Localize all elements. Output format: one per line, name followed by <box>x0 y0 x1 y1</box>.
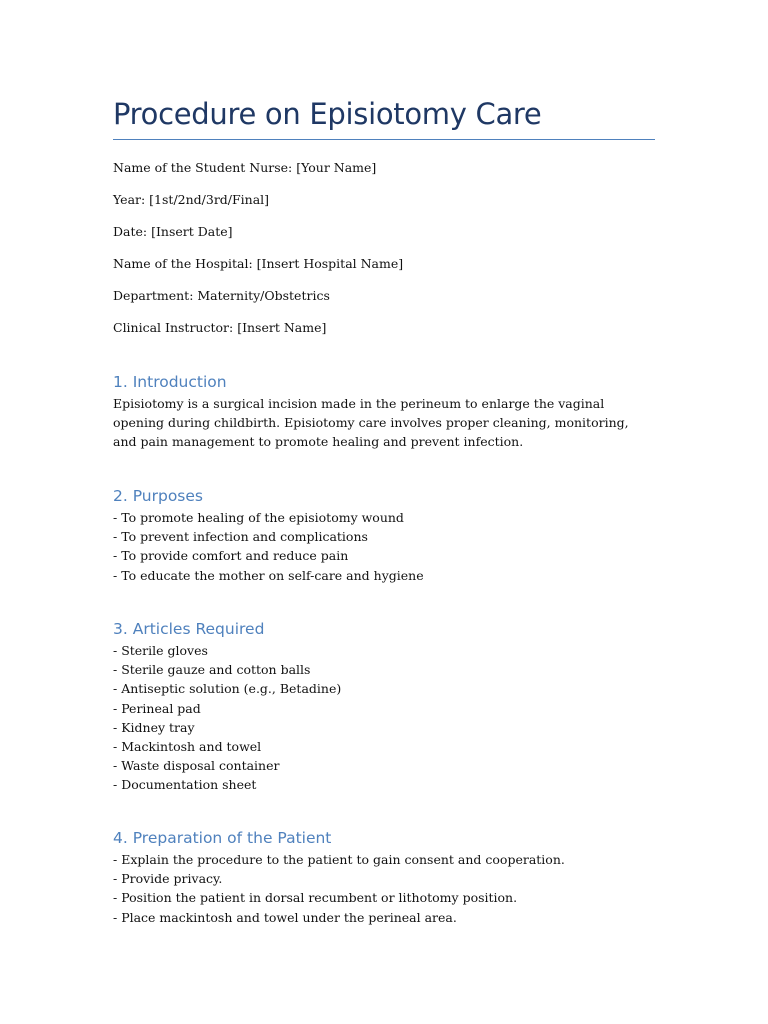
articles-list <box>113 641 655 795</box>
list-item: - To educate the mother on self-care and hygiene <box>113 567 424 583</box>
list-item: - Mackintosh and towel <box>113 739 262 755</box>
title-underline-divider <box>113 139 655 140</box>
articles-required-heading: 3. Articles Required <box>113 620 265 638</box>
patient-preparation-heading: 4. Preparation of the Patient <box>113 829 332 847</box>
introduction-heading: 1. Introduction <box>113 373 227 391</box>
purposes-section <box>113 484 655 585</box>
student-name-line: Name of the Student Nurse: [Your Name] <box>113 160 377 175</box>
list-item: - Explain the procedure to the patient to gain consent and cooperation. <box>113 852 565 867</box>
introduction-paragraph: Episiotomy is a surgical incision made in the perineum to enlarge the vaginal opening during childbirth. Episiotomy care involves proper cleaning, monitoring, and pain management to promote healing and prevent infection. <box>113 396 629 450</box>
purposes-list <box>113 508 655 585</box>
list-item: - To promote healing of the episiotomy wound <box>113 510 404 525</box>
purposes-heading: 2. Purposes <box>113 487 203 505</box>
year-line: Year: [1st/2nd/3rd/Final] <box>113 192 270 207</box>
patient-preparation-section <box>113 826 655 927</box>
list-item: - Perineal pad <box>113 700 201 716</box>
list-item: - To prevent infection and complications <box>113 529 368 545</box>
introduction-section <box>113 370 655 452</box>
preparation-list <box>113 850 655 927</box>
list-item: - Waste disposal container <box>113 758 280 774</box>
list-item: - Sterile gloves <box>113 643 208 658</box>
list-item: - Place mackintosh and towel under the perineal area. <box>113 909 457 925</box>
list-item: - Antiseptic solution (e.g., Betadine) <box>113 681 342 697</box>
list-item: - Position the patient in dorsal recumbent or lithotomy position. <box>113 890 518 906</box>
list-item: - To provide comfort and reduce pain <box>113 548 349 564</box>
list-item: - Kidney tray <box>113 719 195 735</box>
department-line: Department: Maternity/Obstetrics <box>113 288 330 303</box>
date-line: Date: [Insert Date] <box>113 224 233 239</box>
list-item: - Documentation sheet <box>113 777 257 793</box>
articles-required-section <box>113 617 655 795</box>
hospital-name-line: Name of the Hospital: [Insert Hospital Name] <box>113 256 404 271</box>
document-title: Procedure on Episiotomy Care <box>113 97 542 131</box>
list-item: - Provide privacy. <box>113 871 223 887</box>
list-item: - Sterile gauze and cotton balls <box>113 662 311 678</box>
student-info-block <box>113 158 403 350</box>
clinical-instructor-line: Clinical Instructor: [Insert Name] <box>113 320 327 335</box>
